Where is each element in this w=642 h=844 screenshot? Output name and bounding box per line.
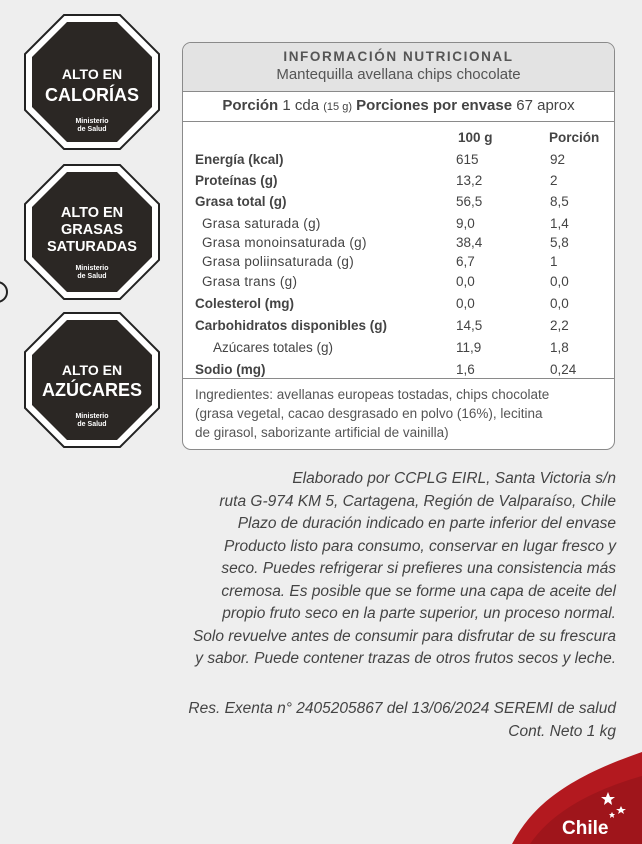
servings-label: Porciones por envase: [356, 97, 513, 114]
column-header-portion: Porción: [549, 130, 600, 145]
info-line: Plazo de duración indicado en parte inferior del envase: [237, 515, 616, 532]
seal-ministry-line: Ministerio: [75, 118, 109, 125]
value-portion: 1,4: [550, 216, 569, 231]
value-portion: 8,5: [550, 194, 569, 209]
value-portion: 2,2: [550, 318, 569, 333]
info-line: Producto listo para consumo, conservar en lugar fresco y: [224, 537, 616, 555]
seal-line: GRASAS: [60, 222, 124, 238]
chile-brand-label: Chile: [562, 818, 609, 839]
value-100g: 0,0: [456, 274, 475, 289]
row-label: Grasa monoinsaturada (g): [202, 235, 367, 250]
row-label: Grasa saturada (g): [202, 216, 321, 231]
row-label: Azúcares totales (g): [213, 340, 334, 355]
value-100g: 11,9: [456, 340, 482, 355]
info-line: Elaborado por CCPLG EIRL, Santa Victoria s/n: [292, 470, 616, 487]
seal-line: AZÚCARES: [41, 380, 142, 400]
value-100g: 56,5: [456, 194, 483, 209]
resolution-line: Res. Exenta n° 2405205867 del 13/06/2024 SEREMI de salud: [188, 700, 616, 717]
row-label: Energía (kcal): [195, 152, 284, 167]
value-100g: 38,4: [456, 235, 483, 250]
seal-ministry-line: de Salud: [77, 421, 107, 428]
ingredients-line: Ingredientes: avellanas europeas tostadas, chips chocolate: [195, 387, 550, 402]
nutrition-title: INFORMACIÓN NUTRICIONAL: [283, 49, 514, 64]
seal-line: ALTO EN: [61, 362, 123, 378]
row-label: Sodio (mg): [195, 362, 266, 377]
seal-line: SATURADAS: [47, 239, 137, 255]
row-label: Grasa trans (g): [202, 274, 298, 289]
row-label: Proteínas (g): [195, 173, 278, 188]
seal-ministry-line: Ministerio: [75, 265, 109, 272]
seal-line: ALTO EN: [61, 66, 123, 82]
row-label: Grasa total (g): [195, 194, 287, 209]
value-100g: 9,0: [456, 216, 475, 231]
value-portion: 1: [550, 254, 558, 269]
value-100g: 6,7: [456, 254, 475, 269]
value-portion: 0,24: [550, 362, 577, 377]
ingredients-line: (grasa vegetal, cacao desgrasado en polvo (16%), lecitina: [195, 406, 543, 421]
value-portion: 0,0: [550, 274, 569, 289]
portion-weight: (15 g): [323, 101, 352, 113]
info-line: cremosa. Es posible que se forme una capa de aceite del: [221, 582, 616, 600]
seal-line: ALTO EN: [60, 205, 124, 221]
value-portion: 5,8: [550, 235, 569, 250]
row-label: Colesterol (mg): [195, 296, 295, 311]
info-line: seco. Puedes refrigerar si prefieres una consistencia más: [221, 560, 616, 577]
value-100g: 1,6: [456, 362, 475, 377]
portion-value: 1 cda: [282, 97, 320, 114]
value-portion: 0,0: [550, 296, 569, 311]
row-label: Carbohidratos disponibles (g): [195, 318, 388, 333]
info-line: ruta G-974 KM 5, Cartagena, Región de Valparaíso, Chile: [219, 492, 616, 510]
row-label: Grasa poliinsaturada (g): [202, 254, 355, 269]
seal-line: CALORÍAS: [45, 85, 139, 105]
info-line: propio fruto seco en la parte superior, un proceso normal.: [222, 605, 616, 622]
info-line: y sabor. Puede contener trazas de otros frutos secos y leche.: [195, 650, 616, 667]
value-portion: 2: [550, 173, 558, 188]
ingredients-line: de girasol, saborizante artificial de vainilla): [195, 425, 449, 440]
value-100g: 14,5: [456, 318, 483, 333]
product-name: Mantequilla avellana chips chocolate: [276, 66, 521, 83]
portion-label: Porción: [222, 97, 279, 114]
seal-ministry-line: de Salud: [77, 273, 107, 280]
column-header-100g: 100 g: [458, 130, 493, 145]
value-portion: 1,8: [550, 340, 569, 355]
info-line: Solo revuelve antes de consumir para disfrutar de su frescura: [192, 627, 616, 645]
seal-ministry-line: de Salud: [77, 126, 107, 133]
value-100g: 0,0: [456, 296, 475, 311]
value-portion: 92: [550, 152, 566, 167]
value-100g: 13,2: [456, 173, 483, 188]
resolution-line: Cont. Neto 1 kg: [508, 722, 616, 740]
servings-value: 67 aprox: [516, 97, 575, 114]
value-100g: 615: [456, 152, 479, 167]
seal-ministry-line: Ministerio: [75, 413, 109, 420]
